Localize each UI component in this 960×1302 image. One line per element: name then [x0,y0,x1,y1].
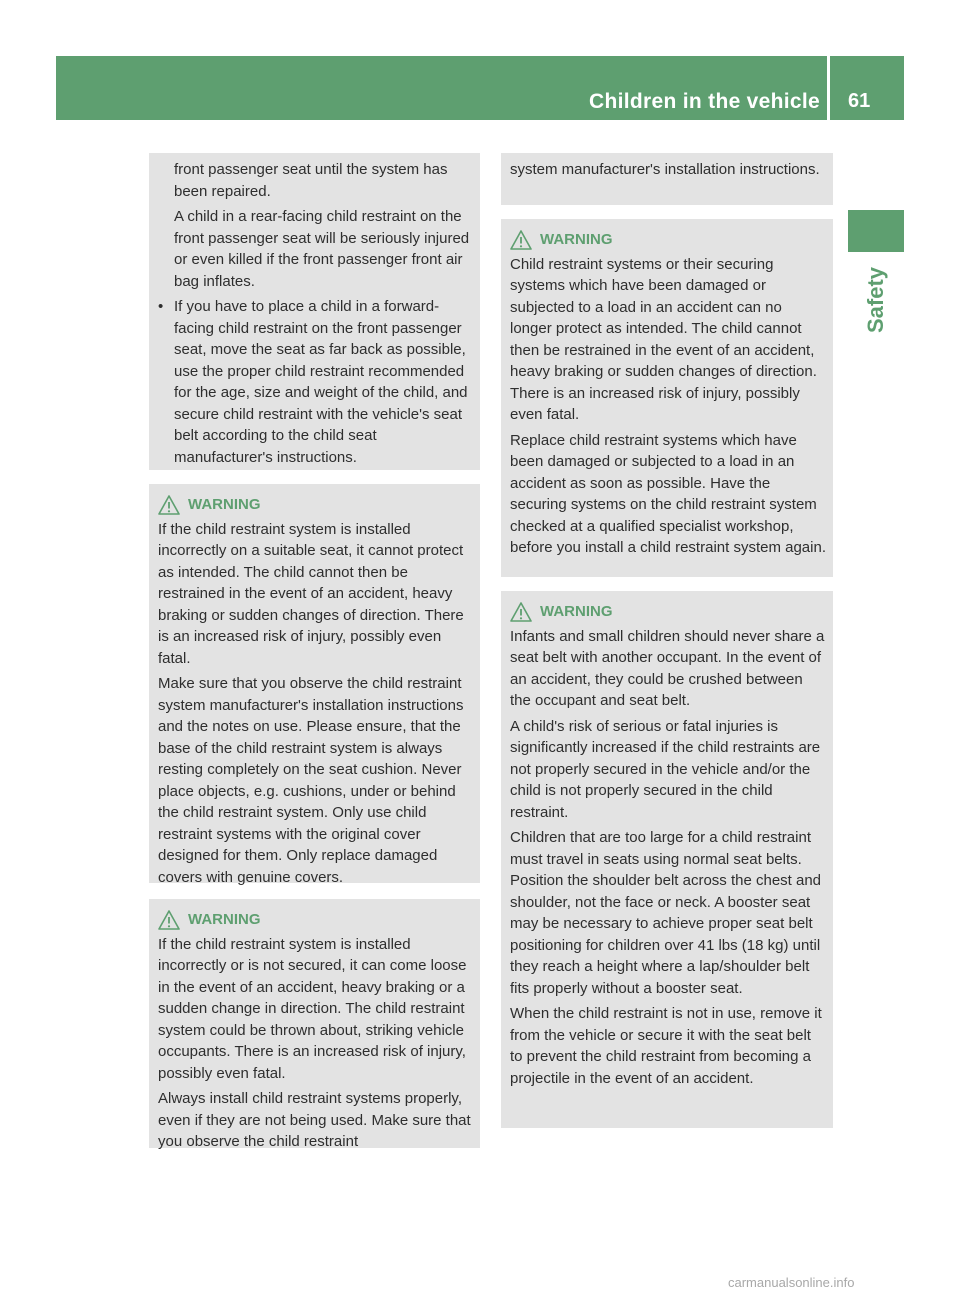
section-title: Children in the vehicle [589,90,820,113]
warning-triangle-icon [510,230,532,250]
paragraph: Replace child restraint systems which have been damaged or subjected to a load in an accident as soon as possible. Have the securing systems on the child restraint system checked at a qualified specialist workshop, before you install a child restraint system again. [510,431,826,556]
paragraph: Infants and small children should never share a seat belt with another occupant. In the event of an accident, they could be crushed between the occupant and seat belt. [510,627,825,709]
warning-box [149,899,480,1148]
page-header [56,56,904,120]
paragraph: front passenger seat until the system has been repaired. [174,161,448,200]
warning-label: WARNING [540,231,613,248]
paragraph: If the child restraint system is installed incorrectly or is not secured, it can come loose in the event of an accident, heavy braking or a sudden change in direction. The child restraint system could be thrown about, striking vehicle occupants. There is an increased risk of injury, possibly even fatal. [158,935,467,1082]
side-tab-marker [848,210,904,252]
paragraph: A child in a rear-facing child restraint on the front passenger seat will be seriously injured or even killed if the front passenger front air bag inflates. [174,208,470,290]
continued-text-box [501,153,833,205]
warning-triangle-icon [510,602,532,622]
warning-box [149,484,480,886]
paragraph: Always install child restraint systems properly, even if they are not being used. Make sure that you observe the child restraint [158,1090,471,1150]
continued-text-box [149,153,480,470]
paragraph: A child's risk of serious or fatal injuries is significantly increased if the child restraints are not properly secured in the vehicle and/or the child is not properly secured in the child restraint. [510,717,821,821]
side-tab-label: Safety [863,266,888,334]
warning-label: WARNING [540,603,613,620]
paragraph: Child restraint systems or their securing systems which have been damaged or subjected to a load in an accident can no longer protect as intended. The child cannot then be restrained in the event of an accident, heavy braking or sudden changes of direction. There is an increased risk of injury, possibly even fatal. [510,255,817,423]
warning-heading [158,909,474,931]
bullet-icon: • [158,298,164,315]
warning-triangle-icon [158,495,180,515]
warning-triangle-icon [158,910,180,930]
warning-label: WARNING [188,911,261,928]
paragraph: system manufacturer's installation instructions. [510,161,820,178]
warning-box [501,219,833,577]
paragraph: When the child restraint is not in use, remove it from the vehicle or secure it with the seat belt to prevent the child restraint from becoming a projectile in the event of an accident. [510,1005,822,1087]
paragraph: Make sure that you observe the child restraint system manufacturer's installation instructions and the notes on use. Please ensure, that the base of the child restraint system is always resting completely on the seat cushion. Never place objects, e.g. cushions, under or behind the child restraint system. Only use child restraint systems with the original cover designed for them. Only replace damaged covers with genuine covers. [158,675,464,886]
warning-heading [158,494,474,516]
watermark-link[interactable]: carmanualsonline.info [728,1275,855,1290]
page-number: 61 [848,90,871,112]
header-divider [827,56,830,120]
paragraph: If the child restraint system is installed incorrectly on a suitable seat, it cannot protect as intended. The child cannot then be restrained in the event of an accident, heavy braking or sudden changes of direction. There is an increased risk of injury, possibly even fatal. [158,520,464,667]
bullet-item [158,296,474,468]
warning-label: WARNING [188,496,261,513]
warning-heading [510,229,827,251]
bullet-text: If you have to place a child in a forward-facing child restraint on the front passenger seat, move the seat as far back as possible, use the proper child restraint recommended for the age, size and weight of the child, and secure child restraint with the vehicle's seat belt according to the child seat manufacturer's instructions. [174,298,468,466]
paragraph: Children that are too large for a child restraint must travel in seats using normal seat belts. Position the shoulder belt across the chest and shoulder, not the face or neck. A booster seat may be necessary to achieve proper seat belt positioning for children over 41 lbs (18 kg) until they reach a height where a lap/shoulder belt fits properly without a booster seat. [510,829,822,997]
warning-box [501,591,833,1128]
warning-heading [510,601,827,623]
